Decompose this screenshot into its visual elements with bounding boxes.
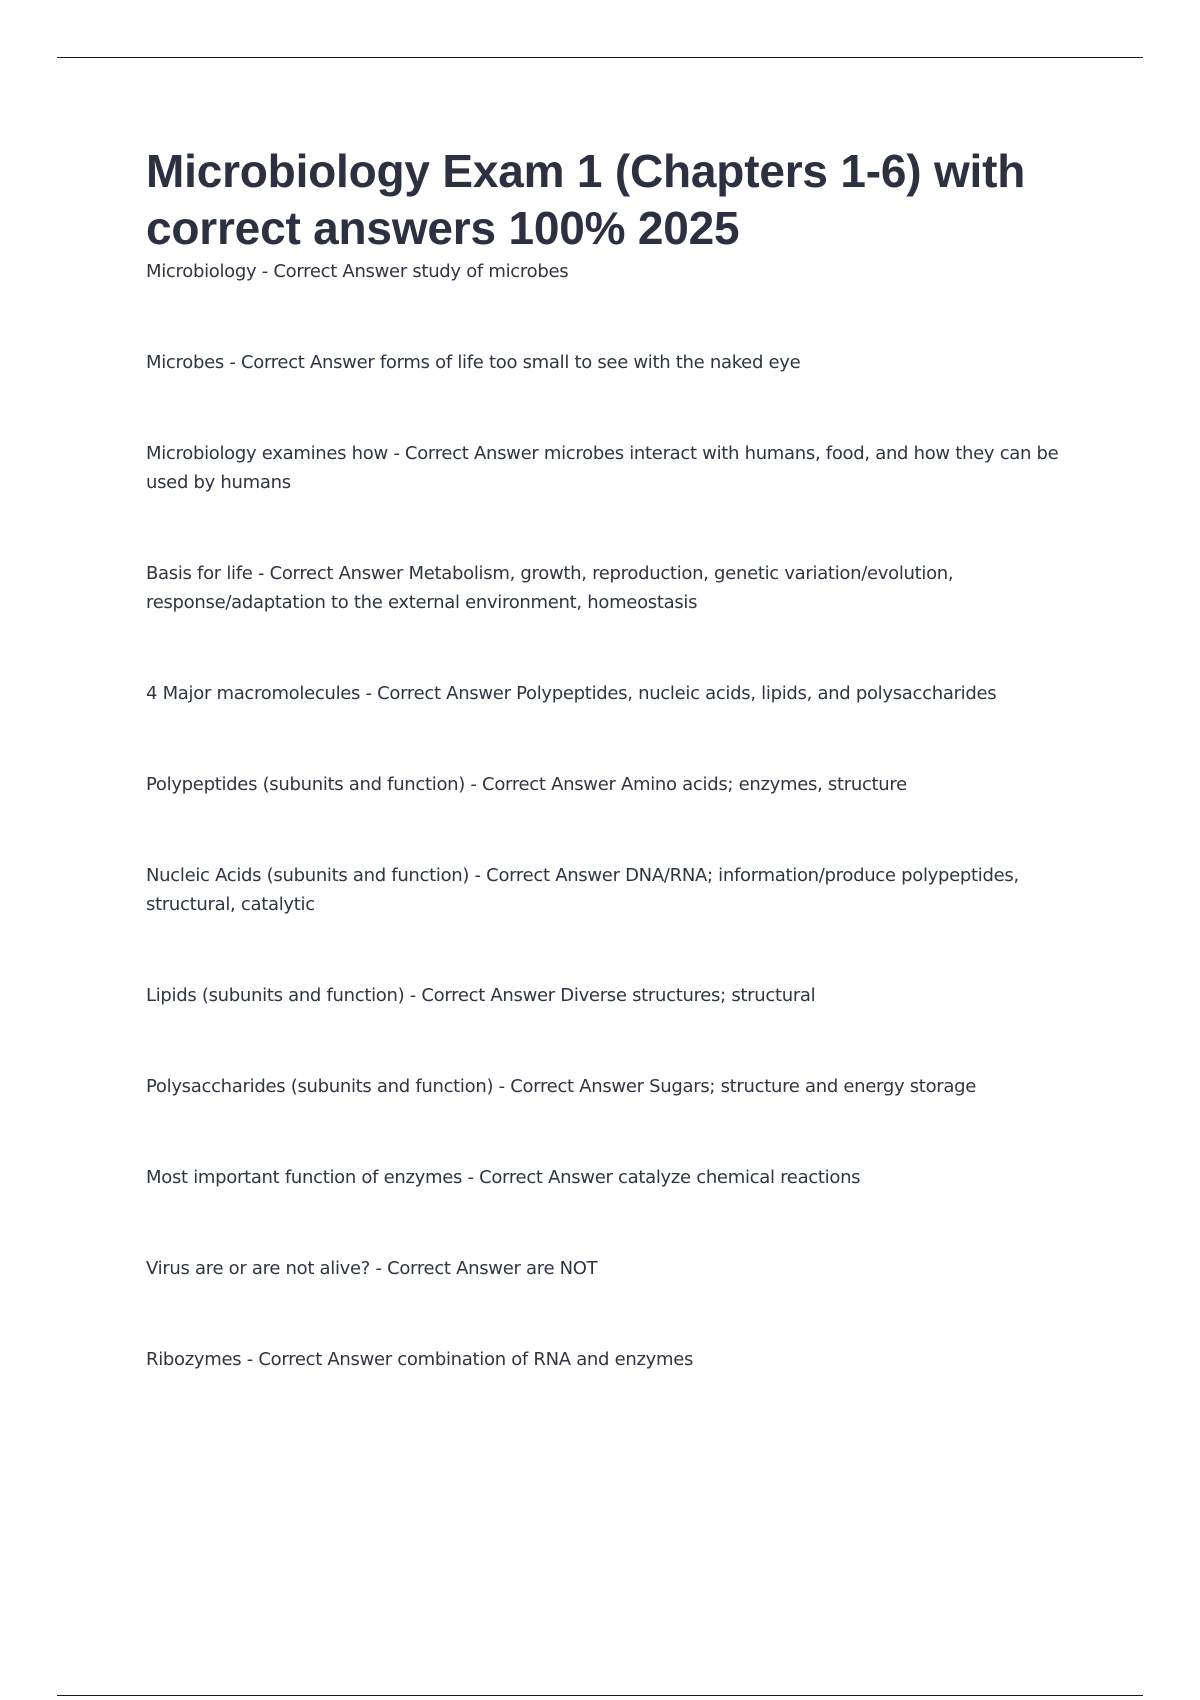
qa-item-virus: Virus are or are not alive? - Correct Answer are NOT (146, 1258, 598, 1279)
qa-item-enzymes: Most important function of enzymes - Correct Answer catalyze chemical reactions (146, 1167, 861, 1188)
qa-item-microbiology: Microbiology - Correct Answer study of microbes (146, 261, 569, 282)
qa-item-lipids: Lipids (subunits and function) - Correct Answer Diverse structures; structural (146, 985, 816, 1006)
qa-item-basis-for-life: Basis for life - Correct Answer Metabolism, growth, reproduction, genetic variation/evolution, response/adaptation to the external environment, homeostasis (146, 563, 954, 613)
document-body (146, 143, 1076, 1374)
qa-item-ribozymes: Ribozymes - Correct Answer combination of RNA and enzymes (146, 1349, 694, 1370)
qa-item-macromolecules: 4 Major macromolecules - Correct Answer Polypeptides, nucleic acids, lipids, and polysaccharides (146, 683, 997, 704)
qa-list (146, 257, 1076, 1374)
qa-item-polysaccharides: Polysaccharides (subunits and function) - Correct Answer Sugars; structure and energy storage (146, 1076, 977, 1097)
qa-item-microbes: Microbes - Correct Answer forms of life too small to see with the naked eye (146, 352, 801, 373)
qa-item-microbiology-examines: Microbiology examines how - Correct Answer microbes interact with humans, food, and how they can be used by humans (146, 443, 1059, 493)
top-divider (57, 57, 1143, 58)
qa-item-polypeptides: Polypeptides (subunits and function) - Correct Answer Amino acids; enzymes, structure (146, 774, 907, 795)
bottom-divider (57, 1695, 1143, 1696)
qa-item-nucleic-acids: Nucleic Acids (subunits and function) - Correct Answer DNA/RNA; information/produce polypeptides, structural, catalytic (146, 865, 1019, 915)
document-title: Microbiology Exam 1 (Chapters 1-6) with correct answers 100% 2025 (146, 145, 1026, 254)
